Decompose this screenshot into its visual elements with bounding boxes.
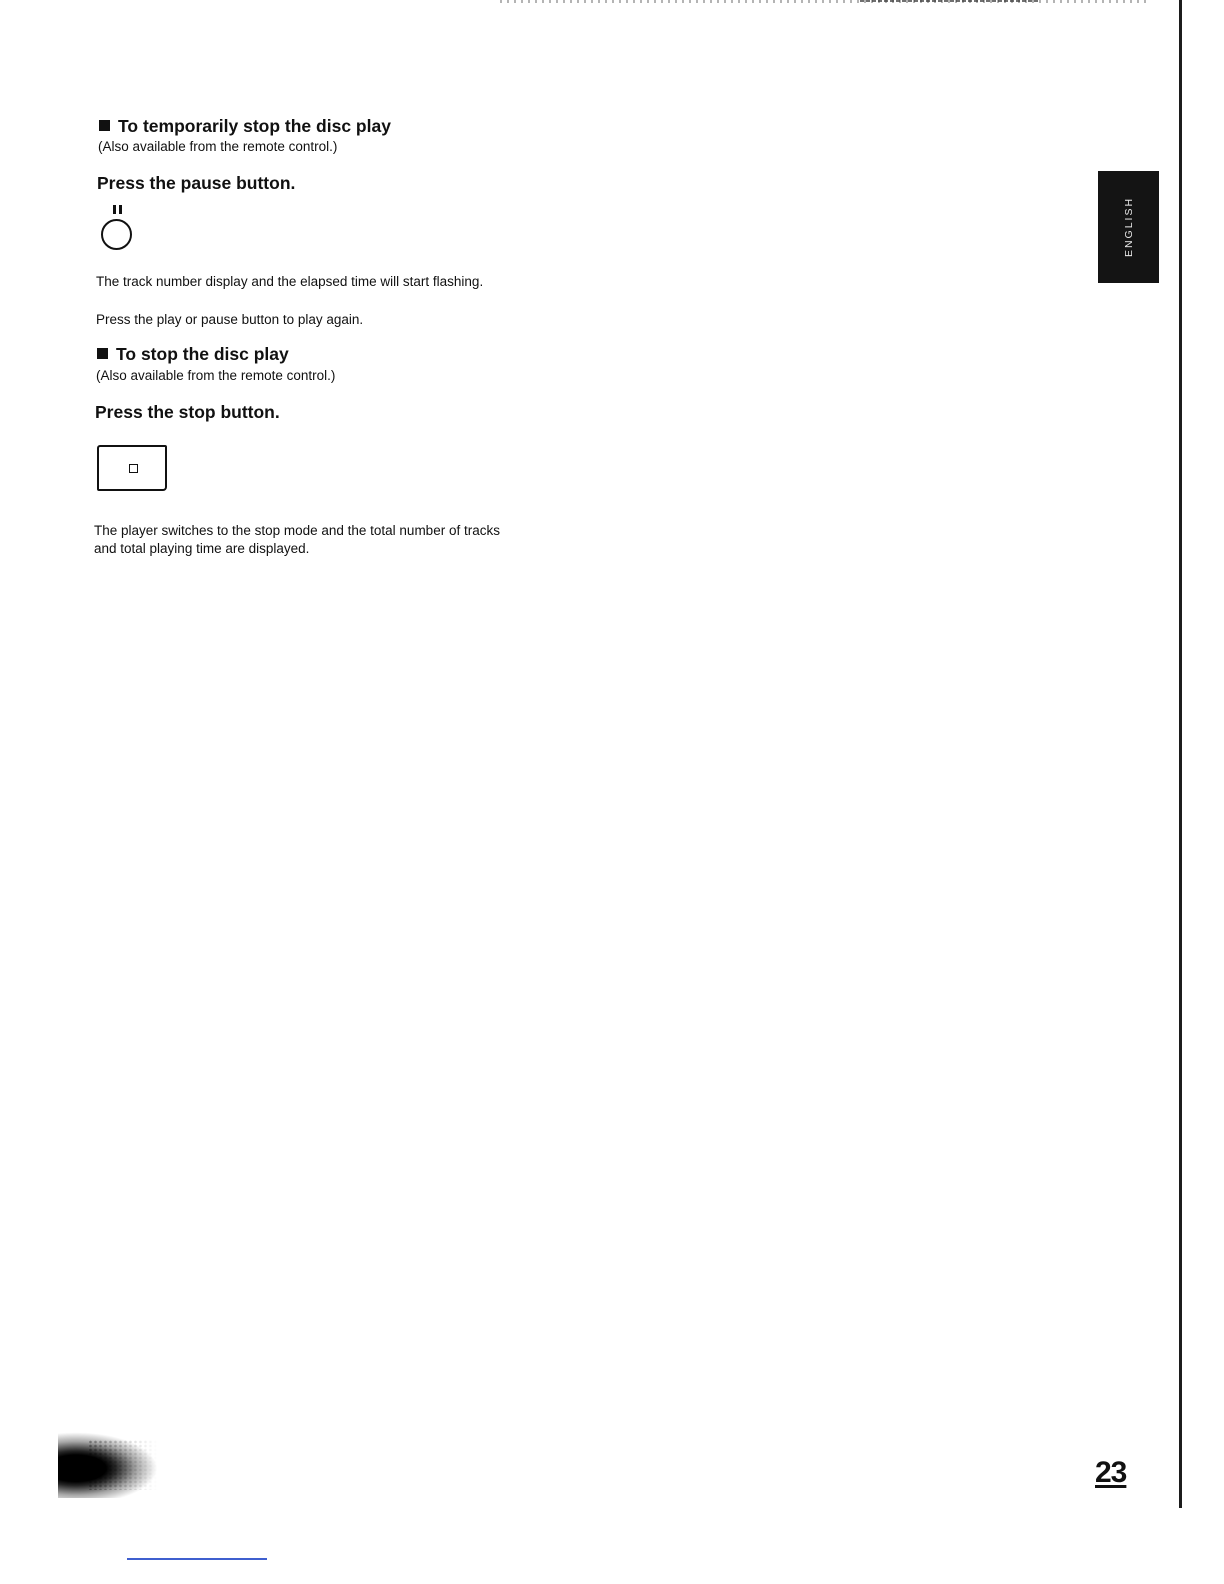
bullet-square-icon bbox=[99, 120, 110, 131]
pause-resume-text: Press the play or pause button to play again. bbox=[96, 312, 364, 327]
stop-icon bbox=[129, 464, 138, 473]
pause-instruction: Press the pause button. bbox=[97, 173, 296, 193]
stop-result-line-2: and total playing time are displayed. bbox=[94, 541, 310, 556]
scan-corner-dots bbox=[88, 1440, 158, 1490]
scan-top-edge bbox=[500, 0, 1150, 3]
pause-section-heading bbox=[99, 116, 391, 137]
pause-section-heading-text: To temporarily stop the disc play bbox=[118, 116, 391, 136]
right-margin-rule bbox=[1179, 0, 1182, 1508]
stop-section-heading-text: To stop the disc play bbox=[116, 344, 289, 364]
stop-button-illustration bbox=[97, 445, 167, 491]
pause-section-note: (Also available from the remote control.) bbox=[98, 139, 338, 154]
stop-instruction: Press the stop button. bbox=[95, 402, 280, 422]
language-tab bbox=[1098, 171, 1159, 283]
page-number: 23 bbox=[1095, 1456, 1127, 1489]
stop-section-note: (Also available from the remote control.) bbox=[96, 368, 336, 383]
stop-result-line-1: The player switches to the stop mode and the total number of tracks bbox=[94, 523, 500, 538]
stop-result-text bbox=[94, 522, 500, 558]
pause-icon bbox=[113, 205, 122, 214]
stop-section-heading bbox=[97, 344, 289, 365]
pause-button-illustration bbox=[101, 219, 132, 250]
pause-result-text: The track number display and the elapsed time will start flashing. bbox=[96, 274, 484, 289]
language-tab-label: ENGLISH bbox=[1122, 196, 1135, 258]
bullet-square-icon bbox=[97, 348, 108, 359]
scan-top-edge-dark bbox=[860, 0, 1040, 2]
bottom-link-rule bbox=[127, 1558, 267, 1560]
